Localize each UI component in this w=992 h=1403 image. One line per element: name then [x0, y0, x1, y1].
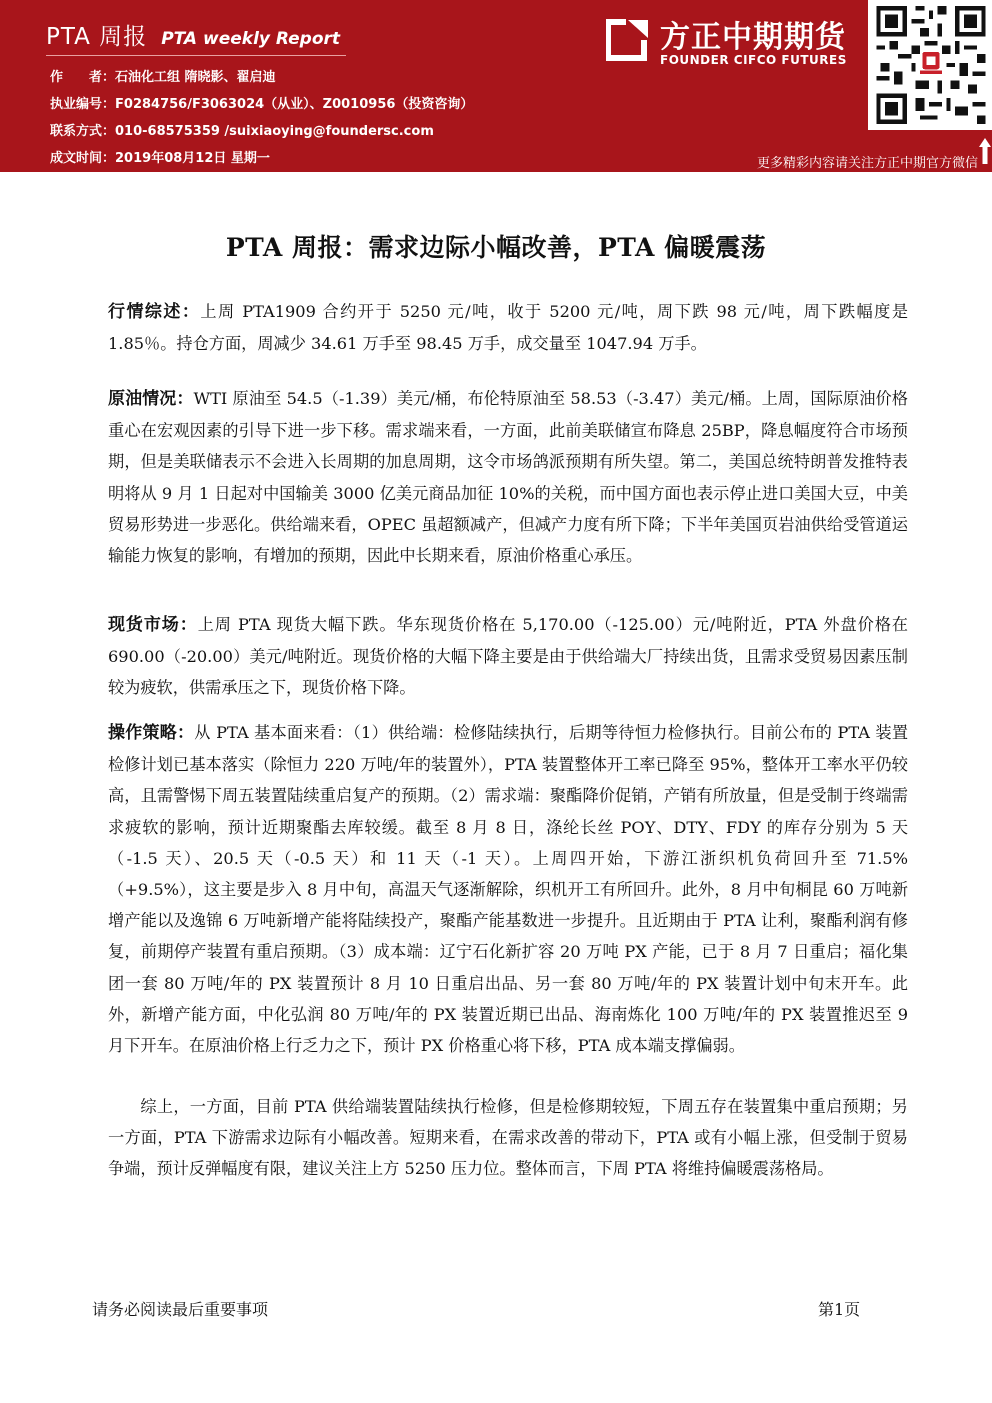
date-row — [50, 147, 270, 166]
date-label: 成文时间： — [50, 151, 116, 166]
section-market-overview — [108, 296, 908, 359]
section-text: WTI 原油至 54.5（-1.39）美元/桶，布伦特原油至 58.53（-3.47）美元/桶。上周，国际原油价格重心在宏观因素的引导下进一步下移。需求端来看，一方面，此前美联储宣布降息 25BP，降息幅度符合市场预期，但是美联储表示不会进入长周期的加息周期，这令市场鸽派预期有所失望。第二，美国总统特朗普发推特表明将从 9 月 1 日起对中国输美 3000 亿美元商品加征 10%的关税，而中国方面也表示停止进口美国大豆，中美贸易形势进一步恶化。供给端来看，OPEC 虽超额减产，但减产力度有所下降；下半年美国页岩油供给受管道运输能力恢复的影响，有增加的预期，因此中长期来看，原油价格重心承压。 — [108, 389, 908, 566]
title-underline — [46, 55, 346, 56]
wechat-note: 更多精彩内容请关注方正中期官方微信 — [756, 156, 978, 171]
footer-notice: 请务必阅读最后重要事项 — [92, 1300, 269, 1319]
report-header — [0, 0, 992, 172]
wechat-qr-code — [868, 0, 992, 130]
contact-label: 联系方式： — [50, 124, 116, 139]
logo-chinese-name: 方正中期期货 — [660, 20, 846, 55]
report-title: PTA 周报 — [46, 24, 148, 50]
section-crude-oil — [108, 383, 908, 571]
license-label: 执业编号： — [50, 97, 116, 112]
section-text: 上周 PTA1909 合约开于 5250 元/吨，收于 5200 元/吨，周下跌 98 元/吨，周下跌幅度是 1.85％。持仓方面，周减少 34.61 万手至 98.45 万手，成交量至 1047.94 万手。 — [108, 302, 909, 354]
arrow-up-icon — [978, 136, 992, 166]
document-title: PTA 周报：需求边际小幅改善，PTA 偏暖震荡 — [225, 233, 767, 262]
section-label: 现货市场： — [108, 615, 198, 635]
logo-english-name: FOUNDER CIFCO FUTURES — [660, 53, 847, 67]
report-subtitle: PTA weekly Report — [161, 29, 341, 49]
company-logo — [606, 12, 861, 74]
author-value: 石油化工组 隋晓影、翟启迪 — [115, 70, 276, 85]
section-label: 行情综述： — [108, 302, 201, 322]
license-row — [50, 93, 473, 112]
qr-code-icon — [876, 6, 986, 124]
page-number: 第1页 — [818, 1300, 861, 1319]
section-text: 从 PTA 基本面来看：（1）供给端：检修陆续执行，后期等待恒力检修执行。目前公布的 PTA 装置检修计划已基本落实（除恒力 220 万吨/年的装置外），PTA 装置整体开工率已降至 95%，整体开工率水平仍较高，且需警惕下周五装置陆续重启复产的预期。（2）需求端：聚酯降价促销，产销有所放量，但是受制于终端需求疲软的影响，预计近期聚酯去库较缓。截至 8 月 8 日，涤纶长丝 POY、DTY、FDY 的库存分别为 5 天（-1.5 天）、20.5 天（-0.5 天）和 11 天（-1 天）。上周四开始，下游江浙织机负荷回升至 71.5%（+9.5%），这主要是步入 8 月中旬，高温天气逐渐解除，织机开工有所回升。此外，8 月中旬桐昆 60 万吨新增产能以及逸锦 6 万吨新增产能将陆续投产，聚酯产能基数进一步提升。且近期由于 PTA 让利，聚酯利润有修复，前期停产装置有重启预期。（3）成本端：辽宁石化新扩容 20 万吨 PX 产能，已于 8 月 7 日重启；福化集团一套 80 万吨/年的 PX 装置预计 8 月 10 日重启出品、另一套 80 万吨/年的 PX 装置计划中旬末开车。此外，新增产能方面，中化弘润 80 万吨/年的 PX 装置近期已出品、海南炼化 100 万吨/年的 PX 装置推迟至 9 月下开车。在原油价格上行乏力之下，预计 PX 价格重心将下移，PTA 成本端支撑偏弱。 — [108, 723, 909, 1056]
contact-row — [50, 120, 434, 139]
logo-mark-icon — [606, 18, 650, 62]
author-row — [50, 66, 276, 85]
contact-value[interactable]: 010-68575359 /suixiaoying@foundersc.com — [115, 124, 434, 139]
report-title-line — [46, 18, 340, 51]
section-text: 综上，一方面，目前 PTA 供给端装置陆续执行检修，但是检修期较短，下周五存在装置集中重启预期；另一方面，PTA 下游需求边际有小幅改善。短期来看，在需求改善的带动下，PTA 或有小幅上涨，但受制于贸易争端，预计反弹幅度有限，建议关注上方 5250 压力位。整体而言，下周 PTA 将维持偏暖震荡格局。 — [108, 1097, 908, 1179]
section-spot-market — [108, 609, 908, 704]
section-label: 原油情况： — [108, 389, 194, 409]
section-strategy — [108, 717, 908, 1061]
author-label: 作 者： — [50, 70, 116, 85]
section-summary — [108, 1091, 908, 1185]
section-text: 上周 PTA 现货大幅下跌。华东现货价格在 5,170.00（-125.00）元/吨附近，PTA 外盘价格在 690.00（-20.00）美元/吨附近。现货价格的大幅下降主要是由于供给端大厂持续出货，且需求受贸易因素压制较为疲软，供需承压之下，现货价格下降。 — [108, 615, 908, 698]
license-value: F0284756/F3063024（从业）、Z0010956（投资咨询） — [115, 97, 474, 112]
date-value: 2019年08月12日 星期一 — [115, 151, 270, 166]
section-label: 操作策略： — [108, 723, 195, 743]
